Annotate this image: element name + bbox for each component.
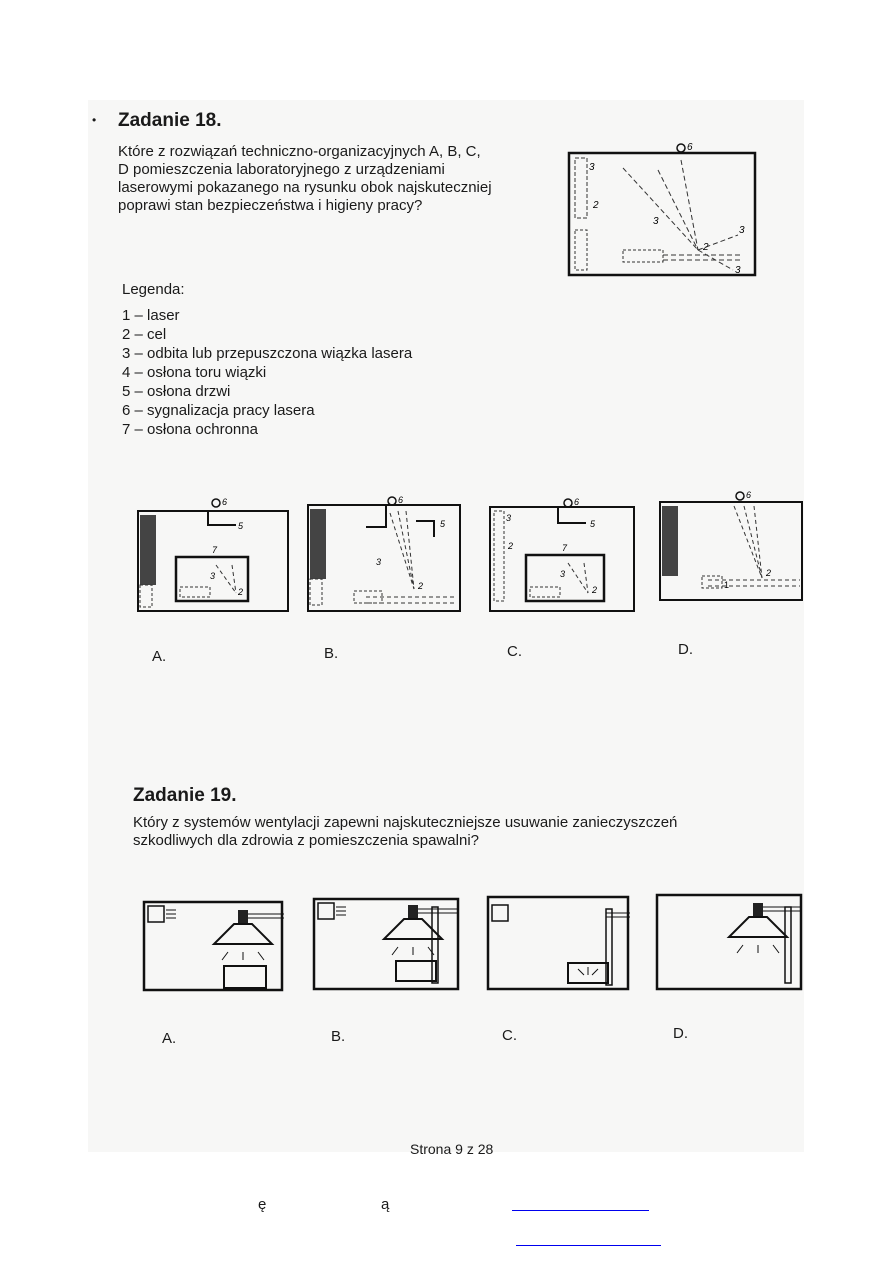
lab-room-diagram xyxy=(563,140,763,280)
task19-line-1: Który z systemów wentylacji zapewni najskuteczniejsze usuwanie zanieczyszczeń xyxy=(133,814,678,831)
workbench-icon xyxy=(396,961,436,981)
task18-line-4: poprawi stan bezpieczeństwa i higieny pracy? xyxy=(118,197,423,214)
signal-lamp-icon xyxy=(212,499,220,507)
svg-text:3: 3 xyxy=(506,513,512,523)
task18-option-c-label: C. xyxy=(507,643,522,660)
svg-text:7: 7 xyxy=(212,545,218,555)
svg-text:6: 6 xyxy=(222,497,228,507)
svg-text:2: 2 xyxy=(766,568,772,578)
svg-text:1: 1 xyxy=(724,580,730,590)
fan-icon xyxy=(492,905,508,921)
svg-text:2: 2 xyxy=(592,585,598,595)
svg-text:6: 6 xyxy=(574,497,580,507)
legend-item: 3 – odbita lub przepuszczona wiązka lasera xyxy=(122,345,413,362)
svg-text:5: 5 xyxy=(590,519,596,529)
vent-option-d-diagram xyxy=(655,893,803,995)
legend-item: 1 – laser xyxy=(122,307,180,324)
task18-heading: Zadanie 18. xyxy=(118,110,222,131)
svg-text:3: 3 xyxy=(210,571,216,581)
bullet-mark: • xyxy=(92,113,97,127)
vent-option-a-diagram xyxy=(142,900,287,995)
door-shield-icon xyxy=(140,515,156,585)
svg-text:3: 3 xyxy=(735,265,741,276)
task18-line-1: Które z rozwiązań techniczno-organizacyjnych A, B, C, xyxy=(118,143,481,160)
task18-option-a-label: A. xyxy=(152,648,167,665)
svg-text:2: 2 xyxy=(508,541,514,551)
footer-fragment: ą xyxy=(381,1196,390,1213)
signal-lamp-icon xyxy=(677,144,685,152)
vent-option-c-diagram xyxy=(486,895,631,995)
fan-icon xyxy=(148,906,164,922)
option-b-diagram xyxy=(306,493,466,615)
footer-fragment: ę xyxy=(258,1196,267,1213)
footer-link-line[interactable] xyxy=(512,1210,649,1211)
signal-lamp-icon xyxy=(736,492,744,500)
svg-text:5: 5 xyxy=(440,519,446,529)
vent-option-b-diagram xyxy=(312,897,462,995)
svg-text:2: 2 xyxy=(593,200,599,211)
legend-list xyxy=(122,306,412,439)
task19-option-b-label: B. xyxy=(331,1028,346,1045)
task19-heading: Zadanie 19. xyxy=(133,785,237,806)
svg-text:2: 2 xyxy=(418,581,424,591)
legend-title: Legenda: xyxy=(122,281,185,298)
footer-link-line[interactable] xyxy=(516,1245,661,1246)
exhaust-hood-icon xyxy=(384,919,442,939)
legend-item: 2 – cel xyxy=(122,326,167,343)
task18-option-d-label: D. xyxy=(678,641,693,658)
legend-item: 5 – osłona drzwi xyxy=(122,383,231,400)
svg-text:6: 6 xyxy=(687,142,693,153)
door-shield-icon xyxy=(310,509,326,579)
fan-icon xyxy=(318,903,334,919)
door-shield-icon xyxy=(662,506,678,576)
page-number: Strona 9 z 28 xyxy=(410,1141,494,1157)
task18-question xyxy=(118,143,546,215)
svg-text:6: 6 xyxy=(398,495,404,505)
svg-text:3: 3 xyxy=(376,557,382,567)
task19-line-2: szkodliwych dla zdrowia z pomieszczenia spawalni? xyxy=(133,832,479,849)
task18-line-3: laserowymi pokazanego na rysunku obok najskuteczniej xyxy=(118,179,492,196)
task19-option-c-label: C. xyxy=(502,1027,517,1044)
svg-text:5: 5 xyxy=(238,521,244,531)
svg-text:3: 3 xyxy=(589,162,595,173)
legend-item: 4 – osłona toru wiązki xyxy=(122,364,267,381)
option-d-diagram xyxy=(658,490,804,615)
signal-lamp-icon xyxy=(564,499,572,507)
task18-option-b-label: B. xyxy=(324,645,339,662)
legend-item: 6 – sygnalizacja pracy lasera xyxy=(122,402,315,419)
svg-text:7: 7 xyxy=(562,543,568,553)
svg-text:3: 3 xyxy=(739,225,745,236)
task18-line-2: D pomieszczenia laboratoryjnego z urządzeniami xyxy=(118,161,445,178)
option-a-diagram xyxy=(136,495,296,615)
svg-text:6: 6 xyxy=(746,490,752,500)
task19-question xyxy=(133,814,778,850)
laser-device-icon xyxy=(623,250,663,262)
exhaust-hood-icon xyxy=(729,917,787,937)
option-c-diagram xyxy=(488,495,638,615)
task19-option-d-label: D. xyxy=(673,1025,688,1042)
signal-lamp-icon xyxy=(388,497,396,505)
workbench-icon xyxy=(224,966,266,988)
svg-text:2: 2 xyxy=(703,242,709,253)
svg-text:3: 3 xyxy=(560,569,566,579)
exhaust-hood-icon xyxy=(214,924,272,944)
task19-option-a-label: A. xyxy=(162,1030,177,1047)
legend-item: 7 – osłona ochronna xyxy=(122,421,258,438)
svg-text:2: 2 xyxy=(238,587,244,597)
svg-text:3: 3 xyxy=(653,216,659,227)
